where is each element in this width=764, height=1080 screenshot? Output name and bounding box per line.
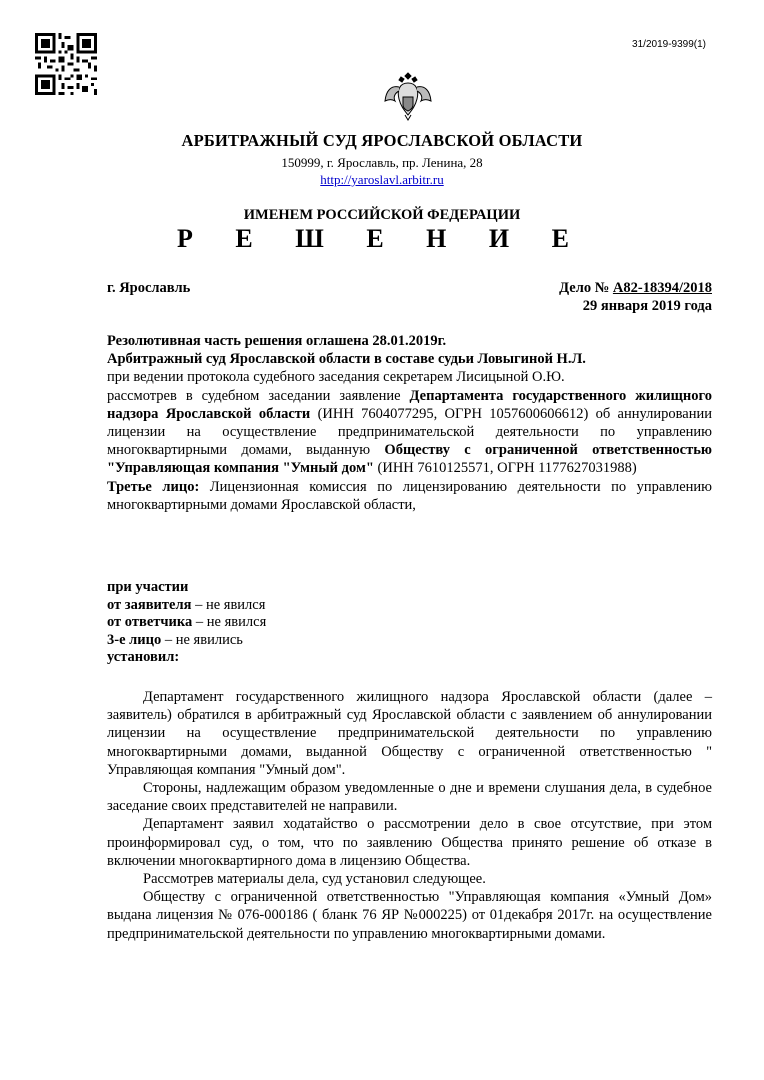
participation-respondent: [107, 614, 712, 632]
intro-block: [107, 332, 712, 514]
court-composition: Арбитражный суд Ярославской области в составе судьи Ловыгиной Н.Л.: [107, 351, 586, 368]
body-paragraph: Рассмотрев материалы дела, суд установил следующее.: [143, 871, 486, 888]
participation-applicant: [107, 597, 712, 615]
court-name: АРБИТРАЖНЫЙ СУД ЯРОСЛАВСКОЙ ОБЛАСТИ: [181, 131, 583, 150]
claim-intro: рассмотрев в судебном заседании заявление: [107, 387, 410, 404]
third-status: – не явились: [161, 631, 243, 648]
third-label: 3-е лицо: [107, 631, 162, 648]
applicant-status: – не явился: [191, 596, 266, 613]
coat-of-arms-emblem: [383, 69, 433, 121]
case-number-value: А82-18394/2018: [612, 280, 712, 296]
case-prefix: Дело №: [559, 280, 613, 296]
respondent-ids: (ИНН 7610125571, ОГРН 1177627031988): [373, 460, 637, 477]
body-paragraph: Стороны, надлежащим образом уведомленные о дне и времени слушания дела, в судебное заседание своих представителей не направили.: [107, 780, 712, 815]
body-paragraph: Департамент государственного жилищного надзора Ярославской области (далее – заявитель) обратился в арбитражный суд Ярославской области с заявлением об аннулировании лицензии на осуществление предпринимательской деятельности по управлению многоквартирными домами, выданной Обществу с ограниченной ответственностью " Управляющая компания "Умный дом".: [107, 689, 712, 778]
applicant-label: от заявителя: [107, 596, 192, 613]
participation-third: [107, 632, 712, 650]
body-paragraph: Обществу с ограниченной ответственностью "Управляющая компания «Умный Дом» выдана лицензия № 076-000186 ( бланк 76 ЯР №000225) от 01декабря 2017г. на осуществление предпринимательской деятельности по управлению многоквартирными домами.: [107, 889, 712, 942]
third-party-text: Лицензионная комиссия по лицензированию деятельности по управлению многоквартирными домами Ярославской области,: [107, 478, 712, 513]
participation-block: [107, 579, 712, 667]
third-party-label: Третье лицо:: [107, 478, 200, 495]
respondent-label: от ответчика: [107, 614, 193, 630]
operative-part-note: Резолютивная часть решения оглашена 28.01.2019г.: [107, 333, 447, 349]
claim-description: [107, 387, 712, 478]
city: г. Ярославль: [107, 280, 191, 296]
case-number: [559, 280, 712, 297]
protocol-secretary: при ведении протокола судебного заседания секретарем Лисицыной О.Ю.: [107, 369, 565, 386]
established-heading: установил:: [107, 649, 180, 665]
court-website-link[interactable]: http://yaroslavl.arbitr.ru: [320, 172, 444, 187]
decision-body: [107, 688, 712, 943]
respondent-name: Обществу с ограниченной ответственностью "Управляющая компания "Умный дом": [107, 442, 712, 477]
applicant-ids: (ИНН 7604077295, ОГРН 1057600606612) об аннулировании лицензии на осуществление предпринимательской деятельности по управлению многоквартирными домами, выданную: [107, 405, 712, 459]
document-id: 31/2019-9399(1): [632, 39, 706, 50]
court-address: 150999, г. Ярославль, пр. Ленина, 28: [281, 155, 483, 170]
decision-date: 29 января 2019 года: [582, 298, 712, 314]
qr-code: [35, 33, 97, 95]
document-title: Р Е Ш Е Н И Е: [177, 224, 587, 253]
participation-title: при участии: [107, 579, 189, 595]
applicant-name: Департамента государственного жилищного надзора Ярославской области: [107, 387, 712, 422]
third-party: [107, 478, 712, 514]
in-the-name-heading: ИМЕНЕМ РОССИЙСКОЙ ФЕДЕРАЦИИ: [243, 207, 521, 223]
body-paragraph: Департамент заявил ходатайство о рассмотрении дело в свое отсутствие, при этом проинформировал суд, о том, что по заявлению Общества принято решение об отказе в включении многоквартирного дома в лицензию Общества.: [107, 816, 712, 869]
respondent-status: – не явился: [192, 614, 267, 630]
